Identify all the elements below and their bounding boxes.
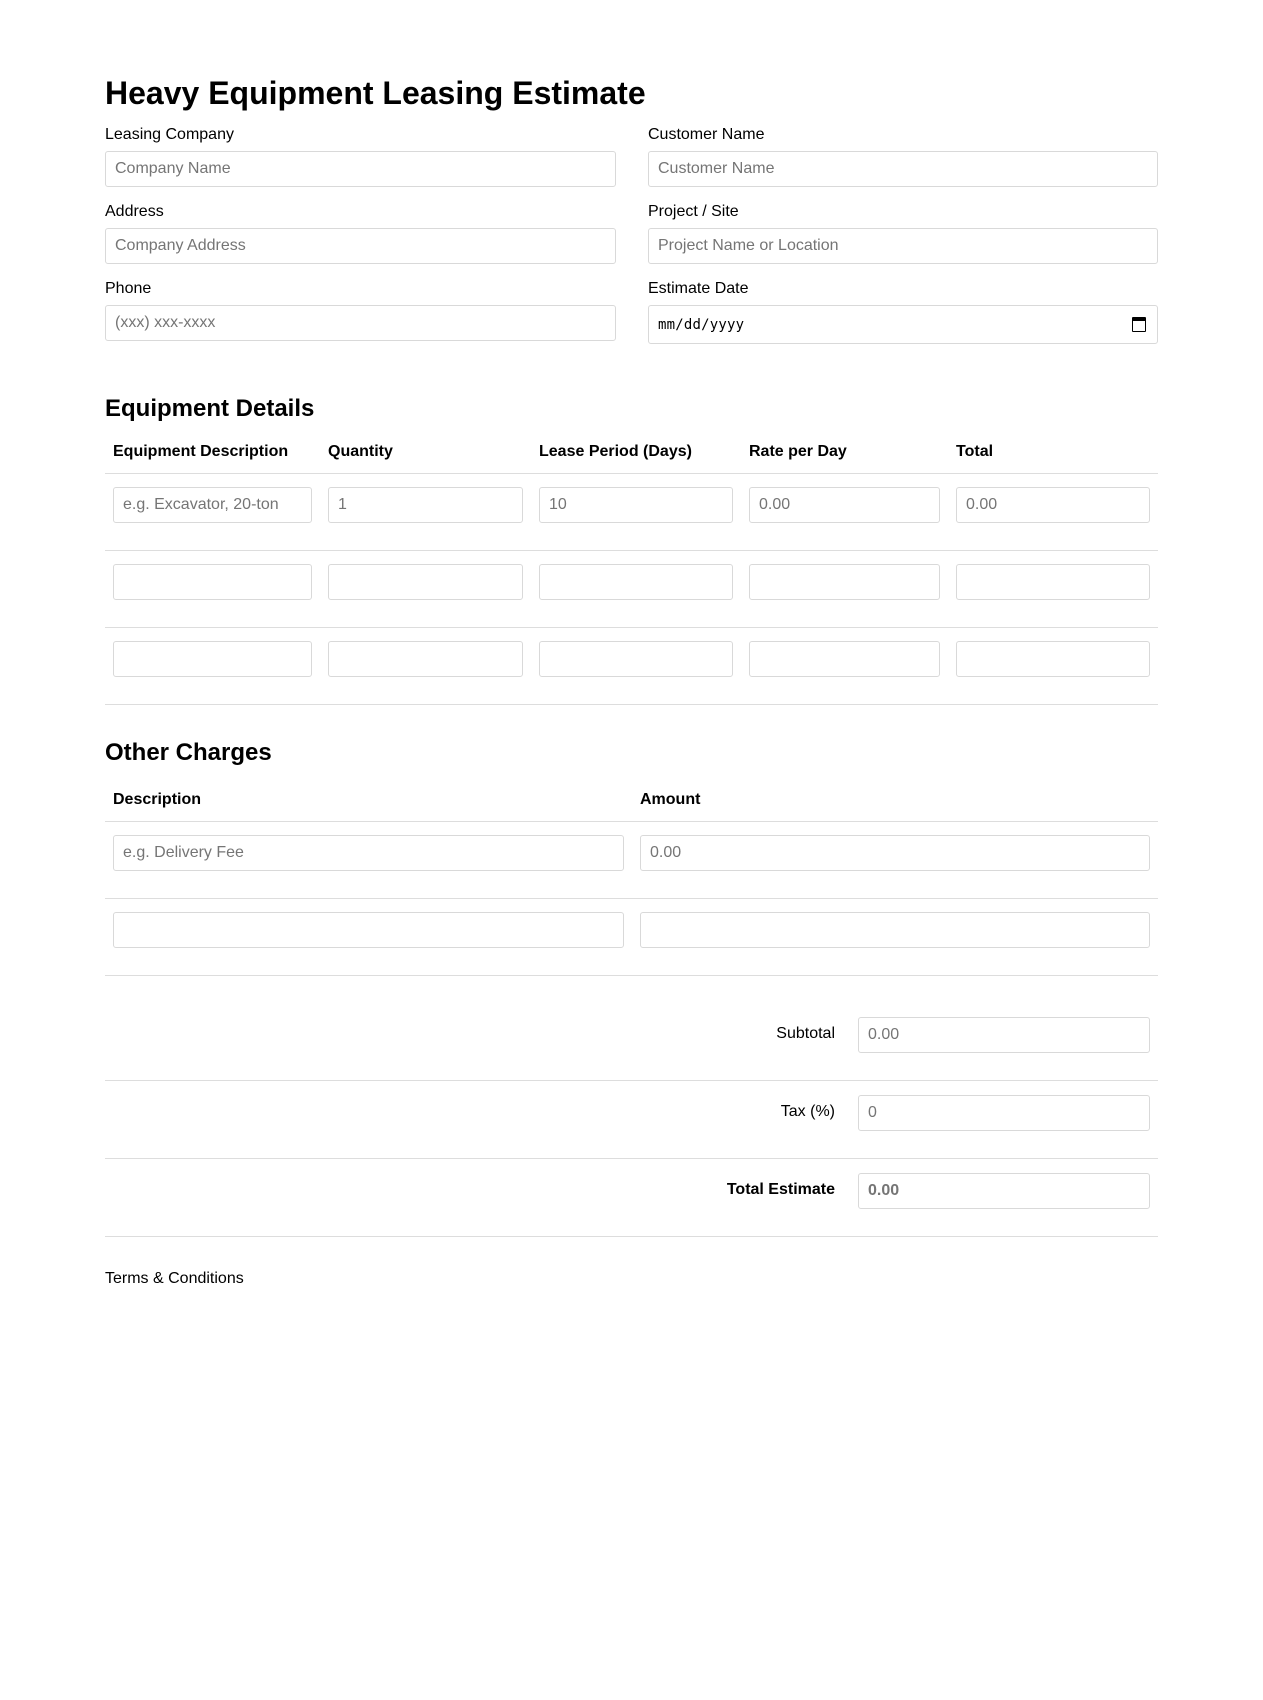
equipment-description-input[interactable] — [113, 487, 312, 523]
other-charges-header-row — [105, 791, 1158, 822]
equipment-header-row — [105, 443, 1158, 474]
total-estimate-label: Total Estimate — [105, 1159, 850, 1237]
terms-conditions-label: Terms & Conditions — [105, 1270, 244, 1287]
tax-percent-input[interactable] — [858, 1095, 1150, 1131]
equipment-row — [105, 628, 1158, 705]
rate-per-day-input[interactable] — [749, 641, 940, 677]
total-estimate-input[interactable] — [858, 1173, 1150, 1209]
other-charges-table — [105, 791, 1158, 976]
customer-name-label: Customer Name — [648, 126, 765, 143]
equipment-row — [105, 474, 1158, 551]
line-total-input[interactable] — [956, 564, 1150, 600]
quantity-input[interactable] — [328, 564, 523, 600]
subtotal-row — [105, 1003, 1158, 1081]
calendar-icon[interactable] — [1132, 317, 1146, 332]
col-lease-period: Lease Period (Days) — [531, 443, 741, 474]
address-label: Address — [105, 203, 164, 220]
col-rate-per-day: Rate per Day — [741, 443, 948, 474]
date-format-text: mm/dd/yyyy — [658, 316, 745, 333]
equipment-table — [105, 443, 1158, 705]
equipment-row — [105, 551, 1158, 628]
phone-label: Phone — [105, 280, 152, 297]
project-site-field — [648, 202, 1158, 264]
charge-amount-input[interactable] — [640, 912, 1150, 948]
leasing-company-label: Leasing Company — [105, 126, 234, 143]
tax-row — [105, 1081, 1158, 1159]
equipment-details-heading: Equipment Details — [105, 395, 315, 422]
other-charge-row — [105, 899, 1158, 976]
col-amount: Amount — [632, 791, 1158, 822]
lease-days-input[interactable] — [539, 487, 733, 523]
other-charges-heading: Other Charges — [105, 739, 272, 766]
project-site-input[interactable] — [648, 228, 1158, 264]
address-field — [105, 202, 616, 264]
lease-days-input[interactable] — [539, 564, 733, 600]
rate-per-day-input[interactable] — [749, 564, 940, 600]
other-charge-row — [105, 822, 1158, 899]
header-info-grid — [105, 125, 1158, 359]
col-equipment-description: Equipment Description — [105, 443, 320, 474]
phone-input[interactable] — [105, 305, 616, 341]
estimate-form — [105, 0, 1158, 1288]
charge-description-input[interactable] — [113, 912, 624, 948]
equipment-description-input[interactable] — [113, 564, 312, 600]
total-estimate-row — [105, 1159, 1158, 1237]
leasing-company-field — [105, 125, 616, 187]
subtotal-label: Subtotal — [105, 1003, 850, 1081]
charge-description-input[interactable] — [113, 835, 624, 871]
charge-amount-input[interactable] — [640, 835, 1150, 871]
line-total-input[interactable] — [956, 487, 1150, 523]
rate-per-day-input[interactable] — [749, 487, 940, 523]
customer-name-input[interactable] — [648, 151, 1158, 187]
col-total: Total — [948, 443, 1158, 474]
page-title: Heavy Equipment Leasing Estimate — [105, 75, 646, 111]
project-site-label: Project / Site — [648, 203, 739, 220]
col-quantity: Quantity — [320, 443, 531, 474]
subtotal-input[interactable] — [858, 1017, 1150, 1053]
totals-table — [105, 1003, 1158, 1237]
lease-days-input[interactable] — [539, 641, 733, 677]
line-total-input[interactable] — [956, 641, 1150, 677]
equipment-description-input[interactable] — [113, 641, 312, 677]
customer-name-field — [648, 125, 1158, 187]
estimate-date-label: Estimate Date — [648, 280, 749, 297]
quantity-input[interactable] — [328, 641, 523, 677]
estimate-date-input[interactable] — [648, 305, 1158, 344]
quantity-input[interactable] — [328, 487, 523, 523]
col-description: Description — [105, 791, 632, 822]
tax-label: Tax (%) — [105, 1081, 850, 1159]
estimate-date-field — [648, 279, 1158, 344]
phone-field — [105, 279, 616, 344]
leasing-company-input[interactable] — [105, 151, 616, 187]
address-input[interactable] — [105, 228, 616, 264]
